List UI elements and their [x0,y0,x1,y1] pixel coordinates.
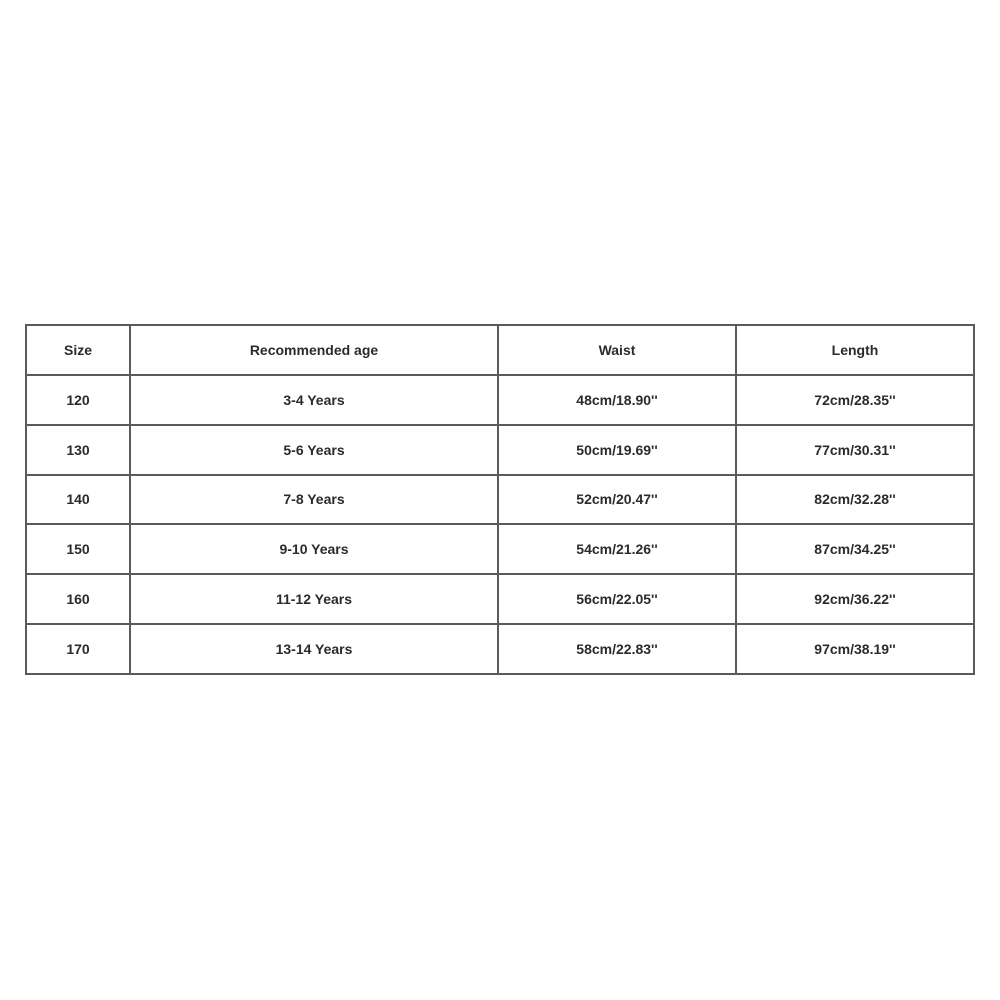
cell-recommended-age: 7-8 Years [130,475,498,525]
cell-waist: 56cm/22.05'' [498,574,736,624]
cell-length: 92cm/36.22'' [736,574,974,624]
table-row [26,475,974,525]
cell-recommended-age: 9-10 Years [130,524,498,574]
cell-size: 150 [26,524,130,574]
cell-size: 170 [26,624,130,674]
table-header-row [26,325,974,375]
table-row [26,375,974,425]
table-row [26,574,974,624]
cell-length: 97cm/38.19'' [736,624,974,674]
cell-recommended-age: 13-14 Years [130,624,498,674]
table-row [26,624,974,674]
cell-length: 72cm/28.35'' [736,375,974,425]
header-size: Size [26,325,130,375]
cell-size: 140 [26,475,130,525]
cell-recommended-age: 5-6 Years [130,425,498,475]
cell-length: 77cm/30.31'' [736,425,974,475]
cell-waist: 50cm/19.69'' [498,425,736,475]
cell-waist: 48cm/18.90'' [498,375,736,425]
cell-waist: 58cm/22.83'' [498,624,736,674]
cell-waist: 54cm/21.26'' [498,524,736,574]
cell-size: 160 [26,574,130,624]
header-length: Length [736,325,974,375]
table-row [26,524,974,574]
cell-size: 130 [26,425,130,475]
cell-length: 82cm/32.28'' [736,475,974,525]
header-waist: Waist [498,325,736,375]
cell-waist: 52cm/20.47'' [498,475,736,525]
size-chart-table [25,324,975,675]
header-recommended-age: Recommended age [130,325,498,375]
table-row [26,425,974,475]
cell-size: 120 [26,375,130,425]
cell-recommended-age: 3-4 Years [130,375,498,425]
cell-length: 87cm/34.25'' [736,524,974,574]
cell-recommended-age: 11-12 Years [130,574,498,624]
